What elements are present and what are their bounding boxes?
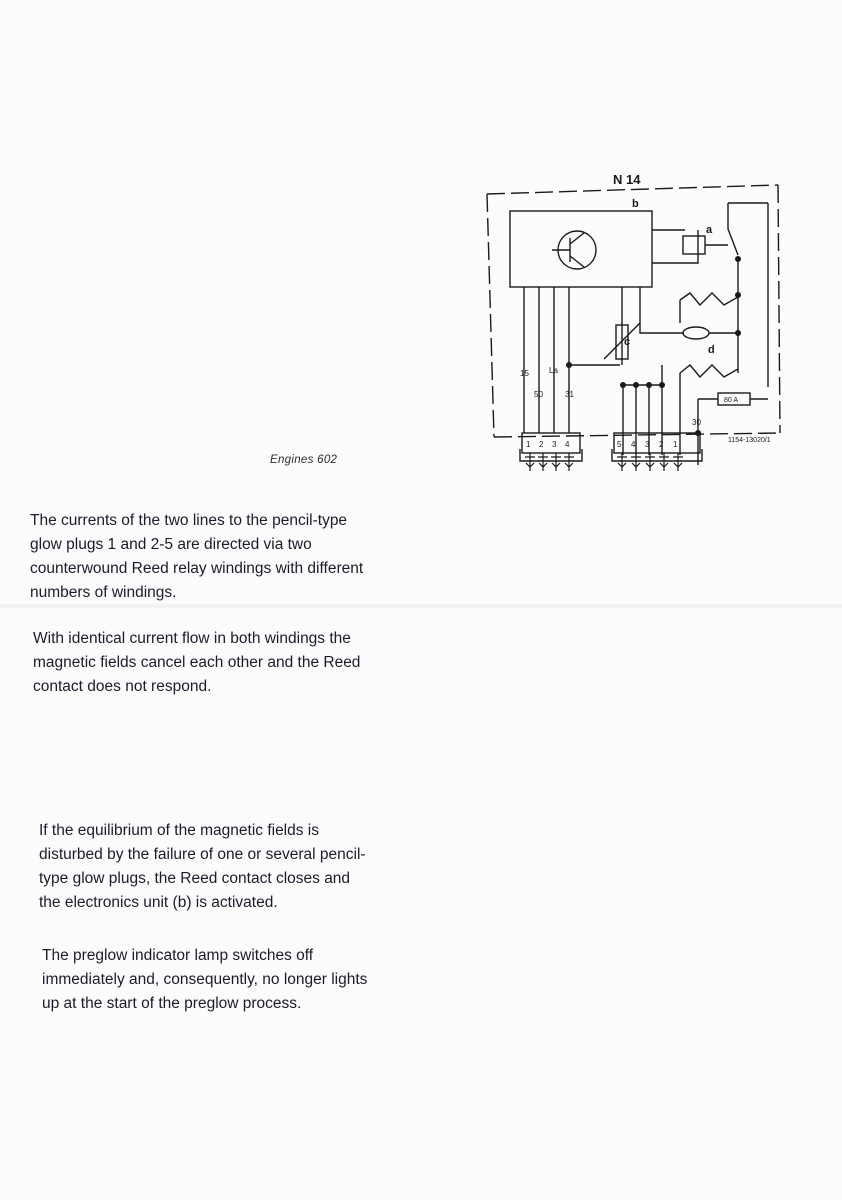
glow-control-circuit-diagram <box>480 165 800 485</box>
label-electronics-unit: b <box>632 198 639 210</box>
plug-right-pin-4: 4 <box>631 440 636 449</box>
plug-right-pin-3: 3 <box>645 440 650 449</box>
label-relay: a <box>706 224 713 236</box>
paragraph-equilibrium-disturbed <box>39 819 439 915</box>
text-line: the electronics unit (b) is activated. <box>39 894 278 911</box>
text-line: If the equilibrium of the magnetic fields is <box>39 822 319 839</box>
wire-label-31: 31 <box>565 390 574 399</box>
text-line: glow plugs 1 and 2-5 are directed via two <box>30 536 312 553</box>
text-line: immediately and, consequently, no longer lights <box>42 971 368 988</box>
plug-left-pin-4: 4 <box>565 440 570 449</box>
text-line: contact does not respond. <box>33 678 212 695</box>
engine-caption: Engines 602 <box>270 454 338 466</box>
text-line: magnetic fields cancel each other and the Reed <box>33 654 361 671</box>
text-line: type glow plugs, the Reed contact closes and <box>39 870 351 887</box>
paragraph-identical-current <box>33 627 433 699</box>
text-line: numbers of windings. <box>30 584 177 601</box>
plug-right-pin-1: 1 <box>673 440 678 449</box>
wire-label-30: 30 <box>692 418 701 427</box>
diagram-reference-code: 1154-13020/1 <box>728 437 771 444</box>
text-line: The currents of the two lines to the pencil-type <box>30 512 348 529</box>
plug-right-pin-5: 5 <box>617 440 622 449</box>
plug-right-pin-2: 2 <box>659 440 664 449</box>
paragraph-indicator-lamp <box>42 944 442 1016</box>
plug-left-pin-1: 1 <box>526 440 531 449</box>
wire-label-15: 15 <box>520 369 529 378</box>
diagram-title: N 14 <box>613 172 641 187</box>
text-line: counterwound Reed relay windings with different <box>30 560 364 577</box>
label-resistor: c <box>624 336 631 348</box>
label-reed-relay: d <box>708 344 715 356</box>
wire-label-50: 50 <box>534 390 543 399</box>
paragraph-reed-windings <box>30 509 430 605</box>
fuse-label: 80 A <box>724 397 739 404</box>
plug-left-pin-3: 3 <box>552 440 557 449</box>
plug-left-pin-2: 2 <box>539 440 544 449</box>
text-line: disturbed by the failure of one or several pencil- <box>39 846 366 863</box>
text-line: up at the start of the preglow process. <box>42 995 302 1012</box>
text-line: The preglow indicator lamp switches off <box>42 947 314 964</box>
wire-label-la: La <box>549 366 558 375</box>
text-line: With identical current flow in both windings the <box>33 630 351 647</box>
